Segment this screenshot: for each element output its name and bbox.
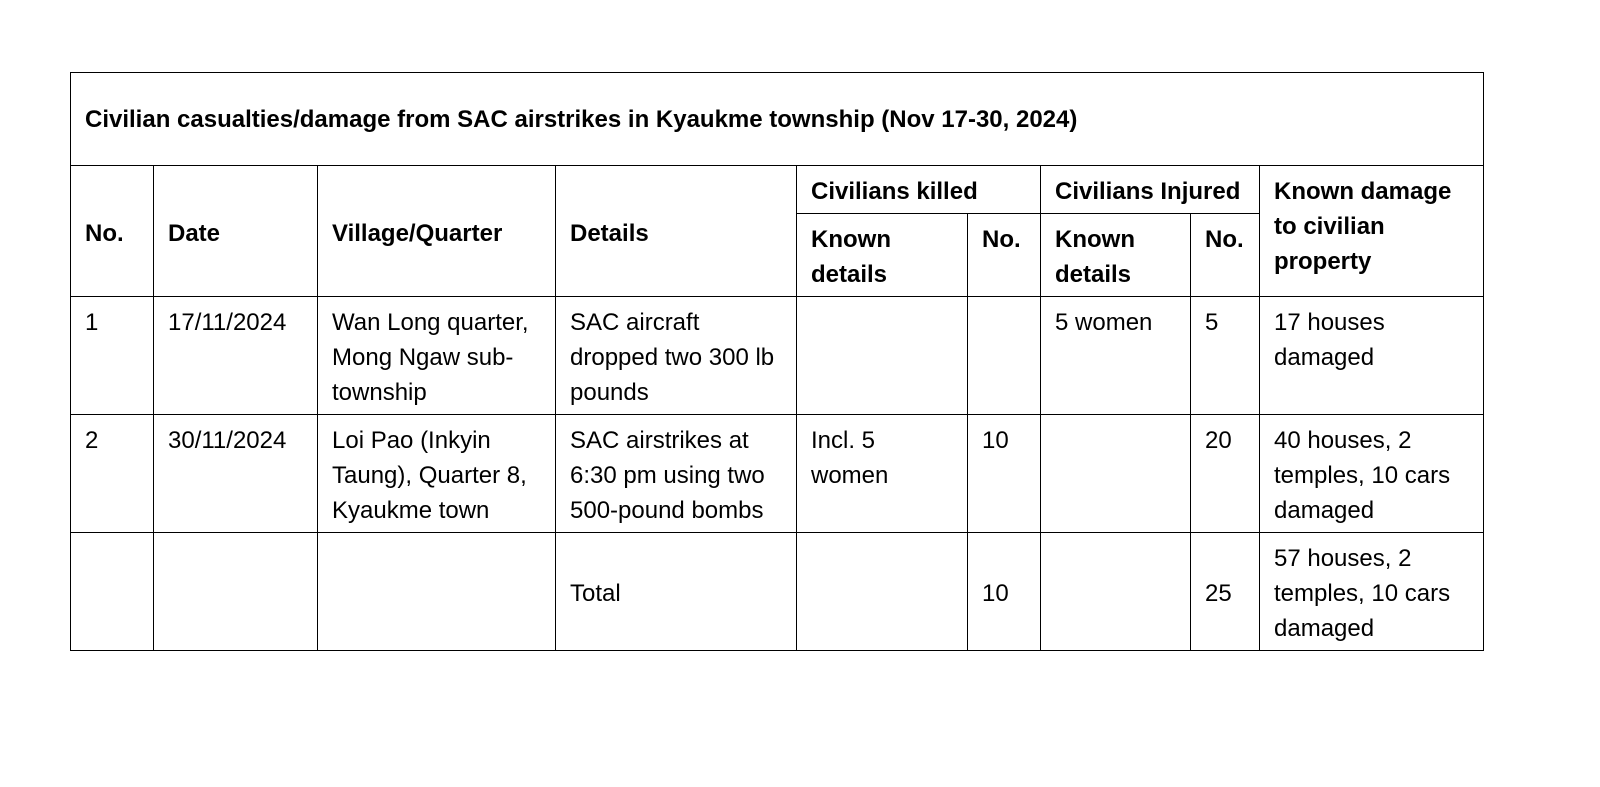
cell-village: Loi Pao (Inkyin Taung), Quarter 8, Kyaukme town [318,415,556,533]
header-injured-no: No. [1191,214,1260,297]
cell-empty [154,533,318,651]
cell-empty [797,533,968,651]
header-date: Date [154,166,318,297]
cell-empty [318,533,556,651]
total-killed-no: 10 [968,533,1041,651]
header-killed-no: No. [968,214,1041,297]
header-row [71,166,1484,214]
cell-details: SAC airstrikes at 6:30 pm using two 500-pound bombs [556,415,797,533]
total-row [71,533,1484,651]
cell-empty [1041,533,1191,651]
header-killed-known-details: Known details [797,214,968,297]
title-row [71,73,1484,166]
cell-no: 1 [71,297,154,415]
table-title: Civilian casualties/damage from SAC airstrikes in Kyaukme township (Nov 17-30, 2024) [71,73,1484,166]
cell-no: 2 [71,415,154,533]
cell-damage: 17 houses damaged [1260,297,1484,415]
header-civilians-killed: Civilians killed [797,166,1041,214]
total-injured-no: 25 [1191,533,1260,651]
table-row [71,415,1484,533]
cell-killed-no [968,297,1041,415]
header-no: No. [71,166,154,297]
header-civilians-injured: Civilians Injured [1041,166,1260,214]
cell-empty [71,533,154,651]
cell-details: SAC aircraft dropped two 300 lb pounds [556,297,797,415]
cell-village: Wan Long quarter, Mong Ngaw sub-township [318,297,556,415]
header-damage: Known damage to civilian property [1260,166,1484,297]
cell-injured-no: 5 [1191,297,1260,415]
casualties-table [70,72,1484,651]
cell-injured-no: 20 [1191,415,1260,533]
cell-killed-details [797,297,968,415]
cell-killed-no: 10 [968,415,1041,533]
cell-date: 30/11/2024 [154,415,318,533]
cell-date: 17/11/2024 [154,297,318,415]
total-label: Total [556,533,797,651]
cell-damage: 40 houses, 2 temples, 10 cars damaged [1260,415,1484,533]
header-details: Details [556,166,797,297]
cell-injured-details [1041,415,1191,533]
cell-killed-details: Incl. 5 women [797,415,968,533]
table-row [71,297,1484,415]
header-village: Village/Quarter [318,166,556,297]
total-damage: 57 houses, 2 temples, 10 cars damaged [1260,533,1484,651]
header-injured-known-details: Known details [1041,214,1191,297]
cell-injured-details: 5 women [1041,297,1191,415]
